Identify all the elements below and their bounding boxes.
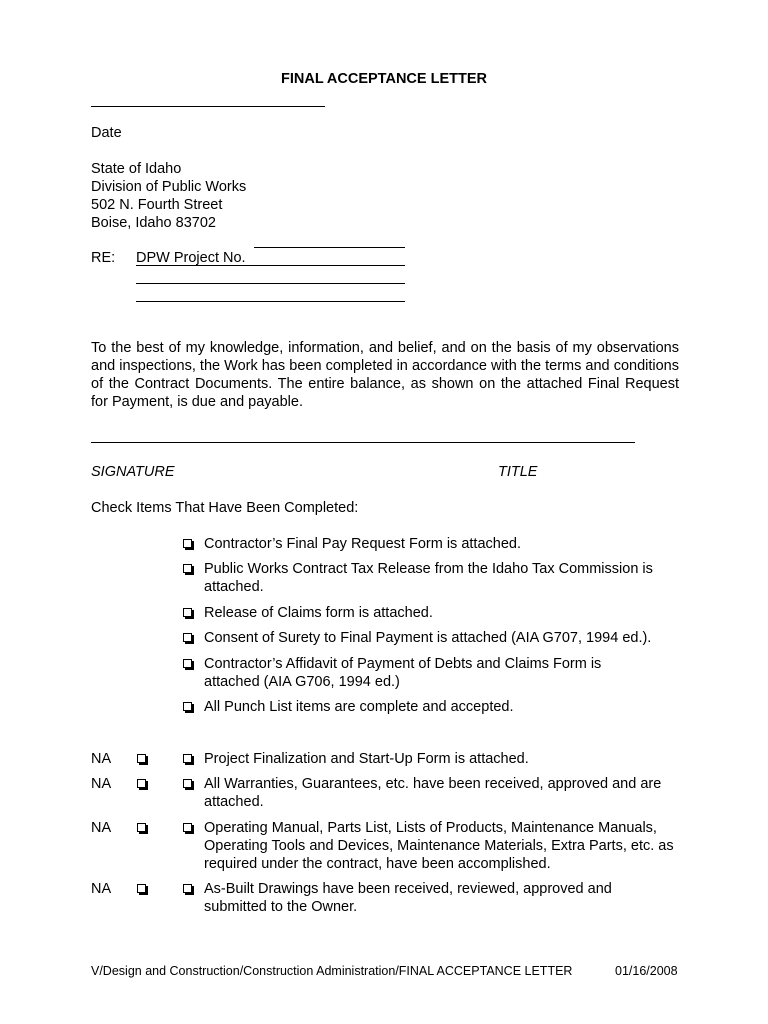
signature-label: SIGNATURE xyxy=(91,464,175,480)
project-line[interactable] xyxy=(136,265,405,266)
checkbox[interactable] xyxy=(183,564,192,573)
checkbox[interactable] xyxy=(183,702,192,711)
checklist-item-text: Consent of Surety to Final Payment is attached (AIA G707, 1994 ed.). xyxy=(204,630,652,646)
address-line: State of Idaho xyxy=(91,161,182,177)
document-title: FINAL ACCEPTANCE LETTER xyxy=(281,71,487,87)
checklist-item-text: Public Works Contract Tax Release from the Idaho Tax Commission is attached. xyxy=(204,561,653,595)
na-label: NA xyxy=(91,820,112,836)
na-checkbox[interactable] xyxy=(137,779,146,788)
title-label: TITLE xyxy=(498,464,538,480)
checklist-item-text: All Warranties, Guarantees, etc. have been received, approved and are attached. xyxy=(204,776,662,810)
checklist-item-text: Operating Manual, Parts List, Lists of Products, Maintenance Manuals, Operating Tools and Devices, Maintenance Materials, Extra Parts, etc. as required under the contract, have been accomplished. xyxy=(204,820,674,872)
project-line[interactable] xyxy=(136,301,405,302)
address-line: Boise, Idaho 83702 xyxy=(91,215,216,231)
checklist-item-text: All Punch List items are complete and accepted. xyxy=(204,699,514,715)
checklist-item-text: Release of Claims form is attached. xyxy=(204,605,433,621)
date-line[interactable] xyxy=(91,106,325,107)
check-heading: Check Items That Have Been Completed: xyxy=(91,500,359,516)
acceptance-statement: To the best of my knowledge, information, and belief, and on the basis of my observations and inspections, the Work has been completed in accordance with the terms and conditions of the Contract Documents. The entire balance, as shown on the attached Final Request for Payment, is due and payable. xyxy=(91,340,679,410)
na-label: NA xyxy=(91,751,112,767)
checkbox[interactable] xyxy=(183,823,192,832)
checkbox[interactable] xyxy=(183,754,192,763)
project-number-line[interactable] xyxy=(254,247,405,248)
na-label: NA xyxy=(91,881,112,897)
signature-line[interactable] xyxy=(91,442,635,443)
address-line: Division of Public Works xyxy=(91,179,247,195)
na-checkbox[interactable] xyxy=(137,754,146,763)
na-label: NA xyxy=(91,776,112,792)
checklist-item-text: Project Finalization and Start-Up Form is attached. xyxy=(204,751,529,767)
project-label: DPW Project No. xyxy=(136,250,246,266)
re-label: RE: xyxy=(91,250,116,266)
date-label: Date xyxy=(91,125,122,141)
checkbox[interactable] xyxy=(183,633,192,642)
na-checkbox[interactable] xyxy=(137,823,146,832)
address-line: 502 N. Fourth Street xyxy=(91,197,223,213)
na-checkbox[interactable] xyxy=(137,884,146,893)
project-line[interactable] xyxy=(136,283,405,284)
checklist-item-text: As-Built Drawings have been received, reviewed, approved and submitted to the Owner. xyxy=(204,881,612,915)
checklist-item-text: Contractor’s Affidavit of Payment of Debts and Claims Form is attached (AIA G706, 1994 ed.) xyxy=(204,656,602,690)
checkbox[interactable] xyxy=(183,608,192,617)
checklist-item-text: Contractor’s Final Pay Request Form is attached. xyxy=(204,536,521,552)
checkbox[interactable] xyxy=(183,659,192,668)
recipient-address xyxy=(91,160,246,232)
footer-path: V/Design and Construction/Construction Administration/FINAL ACCEPTANCE LETTER xyxy=(91,964,573,978)
checkbox[interactable] xyxy=(183,539,192,548)
checkbox[interactable] xyxy=(183,884,192,893)
footer-date: 01/16/2008 xyxy=(615,964,678,978)
checkbox[interactable] xyxy=(183,779,192,788)
